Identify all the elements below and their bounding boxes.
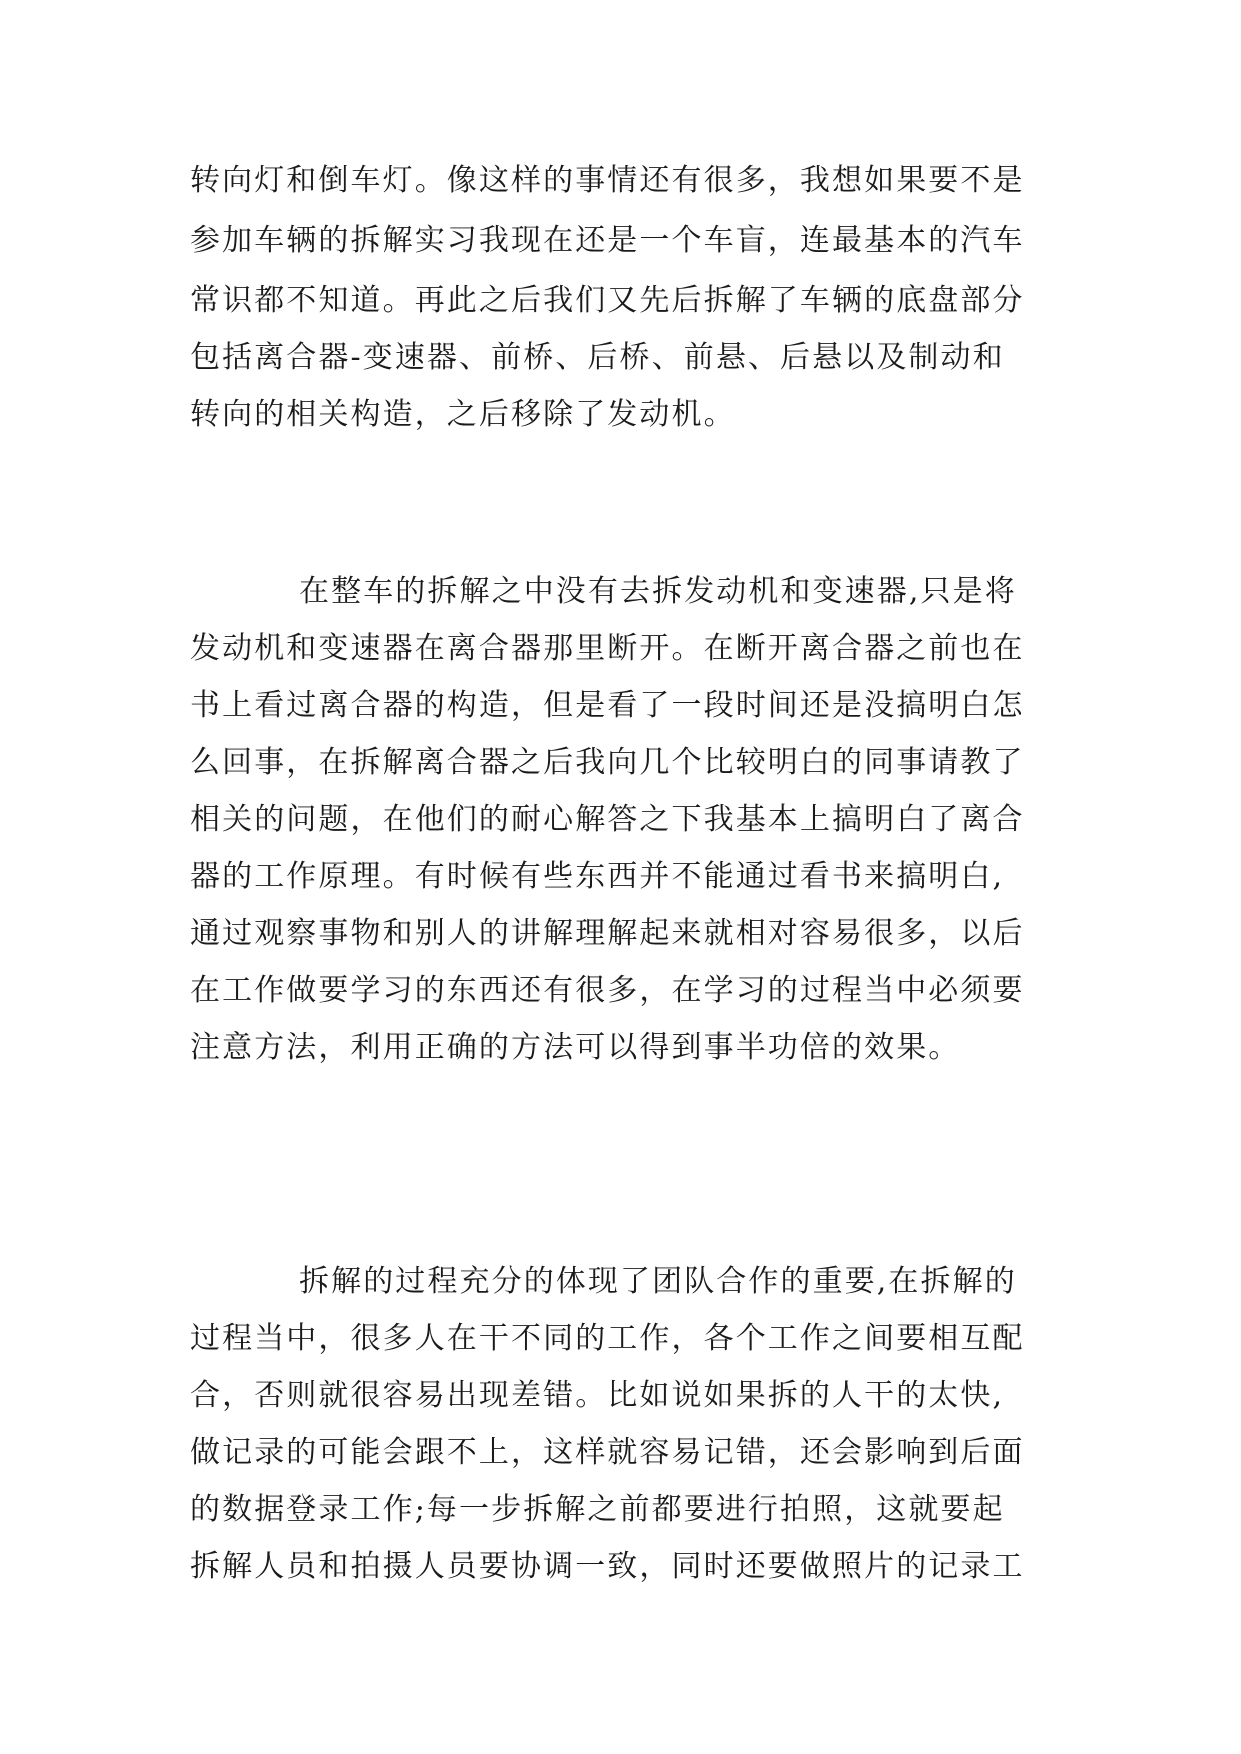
text-line: 相关的问题，在他们的耐心解答之下我基本上搞明白了离合 (190, 802, 1025, 837)
text-line: 通过观察事物和别人的讲解理解起来就相对容易很多，以后 (190, 916, 1025, 951)
text-line: 发动机和变速器在离合器那里断开。在断开离合器之前也在 (190, 631, 1025, 666)
text-line: 的数据登录工作;每一步拆解之前都要进行拍照，这就要起 (190, 1492, 1005, 1527)
text-line: 转向灯和倒车灯。像这样的事情还有很多，我想如果要不是 (190, 163, 1025, 198)
text-line: 转向的相关构造，之后移除了发动机。 (190, 397, 736, 432)
text-line: 在整车的拆解之中没有去拆发动机和变速器,只是将 (299, 574, 1017, 609)
text-line: 在工作做要学习的东西还有很多，在学习的过程当中必须要 (190, 973, 1025, 1008)
text-line: 注意方法，利用正确的方法可以得到事半功倍的效果。 (190, 1030, 961, 1065)
text-line: 书上看过离合器的构造，但是看了一段时间还是没搞明白怎 (190, 688, 1025, 723)
text-line: 常识都不知道。再此之后我们又先后拆解了车辆的底盘部分 (190, 283, 1025, 318)
text-line: 拆解人员和拍摄人员要协调一致，同时还要做照片的记录工 (190, 1549, 1025, 1584)
text-line: 合，否则就很容易出现差错。比如说如果拆的人干的太快, (190, 1378, 1005, 1413)
text-line: 么回事，在拆解离合器之后我向几个比较明白的同事请教了 (190, 745, 1025, 780)
text-line: 参加车辆的拆解实习我现在还是一个车盲，连最基本的汽车 (190, 223, 1025, 258)
text-line: 拆解的过程充分的体现了团队合作的重要,在拆解的 (299, 1264, 1017, 1299)
text-line: 包括离合器-变速器、前桥、后桥、前悬、后悬以及制动和 (190, 340, 1005, 375)
text-line: 器的工作原理。有时候有些东西并不能通过看书来搞明白, (190, 859, 1005, 894)
text-line: 过程当中，很多人在干不同的工作，各个工作之间要相互配 (190, 1321, 1025, 1356)
text-line: 做记录的可能会跟不上，这样就容易记错，还会影响到后面 (190, 1435, 1025, 1470)
